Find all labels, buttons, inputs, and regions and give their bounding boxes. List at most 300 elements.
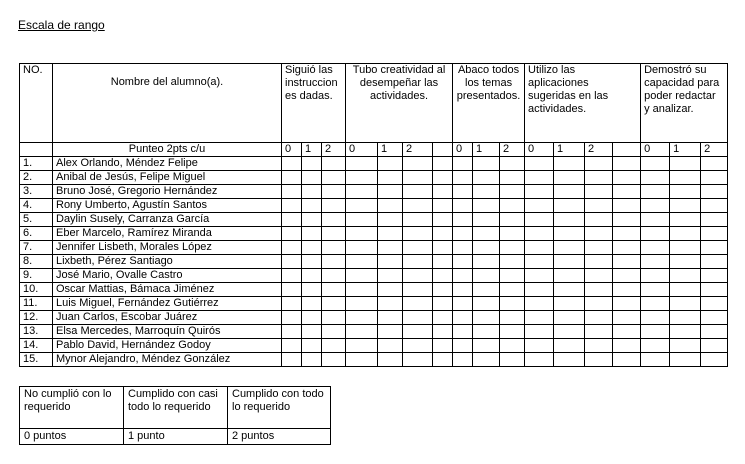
score-entry-cell[interactable] bbox=[302, 339, 322, 353]
legend-header-row bbox=[20, 387, 331, 429]
table-row bbox=[20, 339, 728, 353]
score-entry-cell[interactable] bbox=[322, 199, 346, 213]
score-entry-cell[interactable] bbox=[701, 325, 728, 339]
score-entry-cell[interactable] bbox=[282, 185, 302, 199]
score-entry-cell[interactable] bbox=[641, 171, 670, 185]
score-entry-cell[interactable] bbox=[500, 199, 525, 213]
score-entry-cell[interactable] bbox=[554, 255, 585, 269]
score-entry-cell[interactable] bbox=[473, 171, 500, 185]
score-entry-cell[interactable] bbox=[453, 171, 473, 185]
score-entry-cell[interactable] bbox=[378, 171, 403, 185]
score-entry-cell[interactable] bbox=[554, 339, 585, 353]
score-entry-cell[interactable] bbox=[346, 297, 378, 311]
score-cell: 2 bbox=[585, 143, 613, 157]
score-entry-cell[interactable] bbox=[302, 269, 322, 283]
score-entry-cell[interactable] bbox=[641, 157, 670, 171]
score-entry-cell[interactable] bbox=[701, 255, 728, 269]
score-entry-cell[interactable] bbox=[346, 241, 378, 255]
score-entry-cell[interactable] bbox=[554, 199, 585, 213]
score-entry-cell[interactable] bbox=[302, 311, 322, 325]
score-entry-cell[interactable] bbox=[322, 283, 346, 297]
student-number: 8. bbox=[20, 255, 53, 269]
score-entry-cell[interactable] bbox=[585, 213, 613, 227]
score-entry-cell[interactable] bbox=[554, 283, 585, 297]
col-header-name: Nombre del alumno(a). bbox=[53, 64, 282, 143]
score-entry-cell[interactable] bbox=[282, 255, 302, 269]
score-entry-cell[interactable] bbox=[302, 241, 322, 255]
score-entry-cell[interactable] bbox=[525, 339, 554, 353]
score-entry-cell[interactable] bbox=[670, 353, 701, 367]
score-entry-cell[interactable] bbox=[322, 297, 346, 311]
score-entry-cell[interactable] bbox=[585, 185, 613, 199]
score-entry-cell[interactable] bbox=[613, 157, 641, 171]
score-entry-cell[interactable] bbox=[525, 255, 554, 269]
score-entry-cell[interactable] bbox=[346, 311, 378, 325]
student-number: 9. bbox=[20, 269, 53, 283]
score-cell: 2 bbox=[322, 143, 346, 157]
score-entry-cell[interactable] bbox=[282, 311, 302, 325]
score-entry-cell[interactable] bbox=[302, 199, 322, 213]
student-number: 11. bbox=[20, 297, 53, 311]
score-entry-cell[interactable] bbox=[500, 339, 525, 353]
student-name: Alex Orlando, Méndez Felipe bbox=[53, 157, 282, 171]
score-entry-cell[interactable] bbox=[613, 325, 641, 339]
score-entry-cell[interactable] bbox=[641, 213, 670, 227]
criterion-header: Siguió las instruccion es dadas. bbox=[282, 64, 346, 143]
student-name: Jennifer Lisbeth, Morales López bbox=[53, 241, 282, 255]
score-entry-cell[interactable] bbox=[433, 255, 453, 269]
score-entry-cell[interactable] bbox=[282, 171, 302, 185]
score-entry-cell[interactable] bbox=[473, 199, 500, 213]
student-name: Daylin Susely, Carranza García bbox=[53, 213, 282, 227]
score-entry-cell[interactable] bbox=[473, 241, 500, 255]
score-entry-cell[interactable] bbox=[670, 157, 701, 171]
score-entry-cell[interactable] bbox=[585, 157, 613, 171]
score-entry-cell[interactable] bbox=[322, 311, 346, 325]
score-entry-cell[interactable] bbox=[453, 339, 473, 353]
score-entry-cell[interactable] bbox=[500, 227, 525, 241]
score-entry-cell[interactable] bbox=[282, 213, 302, 227]
score-entry-cell[interactable] bbox=[613, 199, 641, 213]
score-entry-cell[interactable] bbox=[641, 339, 670, 353]
score-entry-cell[interactable] bbox=[701, 213, 728, 227]
score-entry-cell[interactable] bbox=[346, 199, 378, 213]
score-entry-cell[interactable] bbox=[453, 297, 473, 311]
score-entry-cell[interactable] bbox=[613, 171, 641, 185]
score-entry-cell[interactable] bbox=[613, 283, 641, 297]
score-entry-cell[interactable] bbox=[613, 241, 641, 255]
score-entry-cell[interactable] bbox=[641, 199, 670, 213]
score-entry-cell[interactable] bbox=[346, 171, 378, 185]
score-entry-cell[interactable] bbox=[346, 255, 378, 269]
score-entry-cell[interactable] bbox=[378, 199, 403, 213]
score-entry-cell[interactable] bbox=[378, 325, 403, 339]
score-entry-cell[interactable] bbox=[433, 227, 453, 241]
score-entry-cell[interactable] bbox=[641, 283, 670, 297]
score-entry-cell[interactable] bbox=[378, 353, 403, 367]
score-entry-cell[interactable] bbox=[403, 311, 433, 325]
score-entry-cell[interactable] bbox=[433, 199, 453, 213]
score-entry-cell[interactable] bbox=[453, 325, 473, 339]
student-name: Luis Miguel, Fernández Gutiérrez bbox=[53, 297, 282, 311]
score-entry-cell[interactable] bbox=[500, 269, 525, 283]
score-entry-cell[interactable] bbox=[701, 339, 728, 353]
score-entry-cell[interactable] bbox=[302, 171, 322, 185]
score-entry-cell[interactable] bbox=[670, 297, 701, 311]
score-entry-cell[interactable] bbox=[433, 171, 453, 185]
student-name: Lixbeth, Pérez Santiago bbox=[53, 255, 282, 269]
score-entry-cell[interactable] bbox=[346, 339, 378, 353]
criterion-header: Tubo creatividad al desempeñar las actividades. bbox=[346, 64, 453, 143]
score-entry-cell[interactable] bbox=[453, 227, 473, 241]
score-entry-cell[interactable] bbox=[322, 339, 346, 353]
table-row bbox=[20, 241, 728, 255]
legend-value-row bbox=[20, 429, 331, 445]
score-entry-cell[interactable] bbox=[453, 353, 473, 367]
legend-value: 1 punto bbox=[124, 429, 228, 445]
score-entry-cell[interactable] bbox=[453, 241, 473, 255]
score-entry-cell[interactable] bbox=[346, 325, 378, 339]
score-entry-cell[interactable] bbox=[433, 353, 453, 367]
score-entry-cell[interactable] bbox=[453, 311, 473, 325]
score-entry-cell[interactable] bbox=[403, 297, 433, 311]
score-entry-cell[interactable] bbox=[378, 269, 403, 283]
score-entry-cell[interactable] bbox=[554, 157, 585, 171]
score-entry-cell[interactable] bbox=[641, 185, 670, 199]
score-entry-cell[interactable] bbox=[473, 269, 500, 283]
score-entry-cell[interactable] bbox=[403, 227, 433, 241]
score-entry-cell[interactable] bbox=[378, 255, 403, 269]
score-cell: 1 bbox=[473, 143, 500, 157]
score-entry-cell[interactable] bbox=[282, 227, 302, 241]
score-entry-cell[interactable] bbox=[585, 325, 613, 339]
score-entry-cell[interactable] bbox=[525, 241, 554, 255]
score-entry-cell[interactable] bbox=[701, 283, 728, 297]
score-entry-cell[interactable] bbox=[473, 227, 500, 241]
score-entry-cell[interactable] bbox=[525, 185, 554, 199]
score-entry-cell[interactable] bbox=[378, 241, 403, 255]
score-entry-cell[interactable] bbox=[378, 227, 403, 241]
score-entry-cell[interactable] bbox=[346, 269, 378, 283]
score-row-blank bbox=[20, 143, 53, 157]
score-entry-cell[interactable] bbox=[670, 311, 701, 325]
student-name: Bruno José, Gregorio Hernández bbox=[53, 185, 282, 199]
score-entry-cell[interactable] bbox=[701, 199, 728, 213]
score-entry-cell[interactable] bbox=[346, 213, 378, 227]
score-entry-cell[interactable] bbox=[453, 213, 473, 227]
score-entry-cell[interactable] bbox=[433, 213, 453, 227]
score-entry-cell[interactable] bbox=[473, 339, 500, 353]
score-entry-cell[interactable] bbox=[585, 199, 613, 213]
table-row bbox=[20, 185, 728, 199]
score-entry-cell[interactable] bbox=[282, 325, 302, 339]
score-entry-cell[interactable] bbox=[322, 213, 346, 227]
score-entry-cell[interactable] bbox=[433, 185, 453, 199]
score-entry-cell[interactable] bbox=[433, 339, 453, 353]
score-entry-cell[interactable] bbox=[346, 283, 378, 297]
score-entry-cell[interactable] bbox=[670, 199, 701, 213]
score-entry-cell[interactable] bbox=[282, 241, 302, 255]
score-entry-cell[interactable] bbox=[378, 297, 403, 311]
score-entry-cell[interactable] bbox=[282, 353, 302, 367]
score-entry-cell[interactable] bbox=[525, 213, 554, 227]
score-entry-cell[interactable] bbox=[670, 325, 701, 339]
score-entry-cell[interactable] bbox=[613, 269, 641, 283]
score-entry-cell[interactable] bbox=[378, 339, 403, 353]
score-entry-cell[interactable] bbox=[378, 213, 403, 227]
score-entry-cell[interactable] bbox=[554, 297, 585, 311]
score-entry-cell[interactable] bbox=[433, 311, 453, 325]
score-entry-cell[interactable] bbox=[641, 297, 670, 311]
score-entry-cell[interactable] bbox=[525, 199, 554, 213]
score-entry-cell[interactable] bbox=[282, 199, 302, 213]
score-entry-cell[interactable] bbox=[500, 241, 525, 255]
score-entry-cell[interactable] bbox=[403, 353, 433, 367]
score-entry-cell[interactable] bbox=[670, 185, 701, 199]
score-entry-cell[interactable] bbox=[613, 213, 641, 227]
table-row bbox=[20, 213, 728, 227]
score-entry-cell[interactable] bbox=[585, 241, 613, 255]
score-entry-cell[interactable] bbox=[500, 325, 525, 339]
score-entry-cell[interactable] bbox=[525, 157, 554, 171]
score-entry-cell[interactable] bbox=[613, 339, 641, 353]
score-entry-cell[interactable] bbox=[641, 353, 670, 367]
score-entry-cell[interactable] bbox=[453, 283, 473, 297]
score-entry-cell[interactable] bbox=[403, 185, 433, 199]
score-entry-cell[interactable] bbox=[641, 241, 670, 255]
student-name: Anibal de Jesús, Felipe Miguel bbox=[53, 171, 282, 185]
score-entry-cell[interactable] bbox=[670, 227, 701, 241]
score-entry-cell[interactable] bbox=[585, 269, 613, 283]
score-entry-cell[interactable] bbox=[641, 227, 670, 241]
score-entry-cell[interactable] bbox=[346, 227, 378, 241]
score-entry-cell[interactable] bbox=[322, 171, 346, 185]
score-entry-cell[interactable] bbox=[701, 185, 728, 199]
score-entry-cell[interactable] bbox=[554, 325, 585, 339]
score-entry-cell[interactable] bbox=[378, 311, 403, 325]
table-row bbox=[20, 353, 728, 367]
score-entry-cell[interactable] bbox=[473, 283, 500, 297]
score-entry-cell[interactable] bbox=[473, 325, 500, 339]
score-entry-cell[interactable] bbox=[403, 241, 433, 255]
score-entry-cell[interactable] bbox=[585, 297, 613, 311]
score-entry-cell[interactable] bbox=[302, 255, 322, 269]
score-entry-cell[interactable] bbox=[433, 283, 453, 297]
score-entry-cell[interactable] bbox=[473, 185, 500, 199]
score-entry-cell[interactable] bbox=[613, 185, 641, 199]
score-entry-cell[interactable] bbox=[322, 353, 346, 367]
score-entry-cell[interactable] bbox=[613, 297, 641, 311]
table-row bbox=[20, 157, 728, 171]
score-entry-cell[interactable] bbox=[302, 297, 322, 311]
score-entry-cell[interactable] bbox=[585, 283, 613, 297]
score-entry-cell[interactable] bbox=[453, 199, 473, 213]
score-entry-cell[interactable] bbox=[346, 157, 378, 171]
score-entry-cell[interactable] bbox=[701, 227, 728, 241]
score-entry-cell[interactable] bbox=[500, 171, 525, 185]
score-entry-cell[interactable] bbox=[670, 283, 701, 297]
score-entry-cell[interactable] bbox=[500, 185, 525, 199]
score-entry-cell[interactable] bbox=[302, 227, 322, 241]
score-entry-cell[interactable] bbox=[613, 227, 641, 241]
score-entry-cell[interactable] bbox=[670, 339, 701, 353]
score-entry-cell[interactable] bbox=[585, 227, 613, 241]
table-row bbox=[20, 283, 728, 297]
score-entry-cell[interactable] bbox=[433, 269, 453, 283]
score-entry-cell[interactable] bbox=[403, 325, 433, 339]
score-entry-cell[interactable] bbox=[554, 227, 585, 241]
student-number: 5. bbox=[20, 213, 53, 227]
student-number: 2. bbox=[20, 171, 53, 185]
score-entry-cell[interactable] bbox=[453, 157, 473, 171]
score-entry-cell[interactable] bbox=[433, 241, 453, 255]
score-entry-cell[interactable] bbox=[322, 255, 346, 269]
score-entry-cell[interactable] bbox=[403, 255, 433, 269]
score-entry-cell[interactable] bbox=[641, 269, 670, 283]
score-entry-cell[interactable] bbox=[473, 311, 500, 325]
score-entry-cell[interactable] bbox=[453, 255, 473, 269]
score-entry-cell[interactable] bbox=[500, 157, 525, 171]
score-entry-cell[interactable] bbox=[554, 353, 585, 367]
score-entry-cell[interactable] bbox=[701, 353, 728, 367]
score-entry-cell[interactable] bbox=[282, 297, 302, 311]
score-entry-cell[interactable] bbox=[641, 325, 670, 339]
score-entry-cell[interactable] bbox=[322, 185, 346, 199]
score-entry-cell[interactable] bbox=[525, 297, 554, 311]
score-entry-cell[interactable] bbox=[670, 171, 701, 185]
score-entry-cell[interactable] bbox=[403, 199, 433, 213]
rubric-header-row bbox=[20, 64, 728, 143]
score-entry-cell[interactable] bbox=[322, 227, 346, 241]
score-entry-cell[interactable] bbox=[346, 353, 378, 367]
score-entry-cell[interactable] bbox=[473, 353, 500, 367]
score-entry-cell[interactable] bbox=[403, 269, 433, 283]
score-entry-cell[interactable] bbox=[302, 157, 322, 171]
student-number: 1. bbox=[20, 157, 53, 171]
student-number: 4. bbox=[20, 199, 53, 213]
score-entry-cell[interactable] bbox=[500, 283, 525, 297]
score-entry-cell[interactable] bbox=[701, 269, 728, 283]
score-entry-cell[interactable] bbox=[302, 185, 322, 199]
score-entry-cell[interactable] bbox=[613, 311, 641, 325]
score-entry-cell[interactable] bbox=[585, 311, 613, 325]
student-number: 14. bbox=[20, 339, 53, 353]
score-entry-cell[interactable] bbox=[322, 325, 346, 339]
score-cell: 0 bbox=[282, 143, 302, 157]
score-entry-cell[interactable] bbox=[453, 185, 473, 199]
score-entry-cell[interactable] bbox=[322, 269, 346, 283]
score-entry-cell[interactable] bbox=[500, 353, 525, 367]
score-cell: 0 bbox=[346, 143, 378, 157]
score-entry-cell[interactable] bbox=[701, 311, 728, 325]
score-entry-cell[interactable] bbox=[500, 297, 525, 311]
score-entry-cell[interactable] bbox=[322, 241, 346, 255]
score-entry-cell[interactable] bbox=[378, 185, 403, 199]
score-entry-cell[interactable] bbox=[433, 325, 453, 339]
score-entry-cell[interactable] bbox=[525, 171, 554, 185]
student-name: Elsa Mercedes, Marroquín Quirós bbox=[53, 325, 282, 339]
student-number: 3. bbox=[20, 185, 53, 199]
score-entry-cell[interactable] bbox=[585, 339, 613, 353]
score-entry-cell[interactable] bbox=[525, 269, 554, 283]
score-entry-cell[interactable] bbox=[701, 297, 728, 311]
score-entry-cell[interactable] bbox=[322, 157, 346, 171]
score-entry-cell[interactable] bbox=[302, 213, 322, 227]
score-entry-cell[interactable] bbox=[473, 213, 500, 227]
score-entry-cell[interactable] bbox=[701, 157, 728, 171]
score-entry-cell[interactable] bbox=[473, 297, 500, 311]
score-entry-cell[interactable] bbox=[554, 269, 585, 283]
score-entry-cell[interactable] bbox=[403, 213, 433, 227]
score-entry-cell[interactable] bbox=[554, 213, 585, 227]
score-cell: 0 bbox=[453, 143, 473, 157]
score-entry-cell[interactable] bbox=[473, 255, 500, 269]
student-number: 15. bbox=[20, 353, 53, 367]
score-entry-cell[interactable] bbox=[585, 255, 613, 269]
score-entry-cell[interactable] bbox=[302, 325, 322, 339]
score-entry-cell[interactable] bbox=[500, 213, 525, 227]
score-entry-cell[interactable] bbox=[641, 255, 670, 269]
score-entry-cell[interactable] bbox=[554, 171, 585, 185]
score-entry-cell[interactable] bbox=[302, 283, 322, 297]
student-name: Rony Umberto, Agustín Santos bbox=[53, 199, 282, 213]
score-entry-cell[interactable] bbox=[613, 255, 641, 269]
score-entry-cell[interactable] bbox=[670, 269, 701, 283]
score-entry-cell[interactable] bbox=[282, 283, 302, 297]
score-entry-cell[interactable] bbox=[473, 157, 500, 171]
score-entry-cell[interactable] bbox=[500, 255, 525, 269]
score-entry-cell[interactable] bbox=[378, 283, 403, 297]
score-entry-cell[interactable] bbox=[554, 185, 585, 199]
criterion-header: Abaco todos los temas presentados. bbox=[453, 64, 525, 143]
score-entry-cell[interactable] bbox=[670, 241, 701, 255]
score-entry-cell[interactable] bbox=[433, 157, 453, 171]
score-entry-cell[interactable] bbox=[554, 241, 585, 255]
score-entry-cell[interactable] bbox=[403, 339, 433, 353]
score-cell: 0 bbox=[641, 143, 670, 157]
score-entry-cell[interactable] bbox=[613, 353, 641, 367]
score-entry-cell[interactable] bbox=[554, 311, 585, 325]
score-entry-cell[interactable] bbox=[302, 353, 322, 367]
score-entry-cell[interactable] bbox=[701, 171, 728, 185]
score-entry-cell[interactable] bbox=[525, 227, 554, 241]
score-entry-cell[interactable] bbox=[585, 171, 613, 185]
score-entry-cell[interactable] bbox=[525, 311, 554, 325]
student-name: Pablo David, Hernández Godoy bbox=[53, 339, 282, 353]
score-entry-cell[interactable] bbox=[525, 283, 554, 297]
score-entry-cell[interactable] bbox=[378, 157, 403, 171]
score-entry-cell[interactable] bbox=[525, 325, 554, 339]
score-entry-cell[interactable] bbox=[500, 311, 525, 325]
score-entry-cell[interactable] bbox=[585, 353, 613, 367]
score-entry-cell[interactable] bbox=[670, 255, 701, 269]
criterion-header: Demostró su capacidad para poder redactar y analizar. bbox=[641, 64, 728, 143]
score-entry-cell[interactable] bbox=[282, 339, 302, 353]
score-entry-cell[interactable] bbox=[641, 311, 670, 325]
legend-value: 2 puntos bbox=[228, 429, 331, 445]
score-entry-cell[interactable] bbox=[403, 171, 433, 185]
score-entry-cell[interactable] bbox=[453, 269, 473, 283]
score-entry-cell[interactable] bbox=[403, 283, 433, 297]
score-entry-cell[interactable] bbox=[282, 269, 302, 283]
score-entry-cell[interactable] bbox=[282, 157, 302, 171]
score-entry-cell[interactable] bbox=[670, 213, 701, 227]
score-entry-cell[interactable] bbox=[403, 157, 433, 171]
score-entry-cell[interactable] bbox=[433, 297, 453, 311]
score-entry-cell[interactable] bbox=[701, 241, 728, 255]
score-entry-cell[interactable] bbox=[525, 353, 554, 367]
score-entry-cell[interactable] bbox=[346, 185, 378, 199]
